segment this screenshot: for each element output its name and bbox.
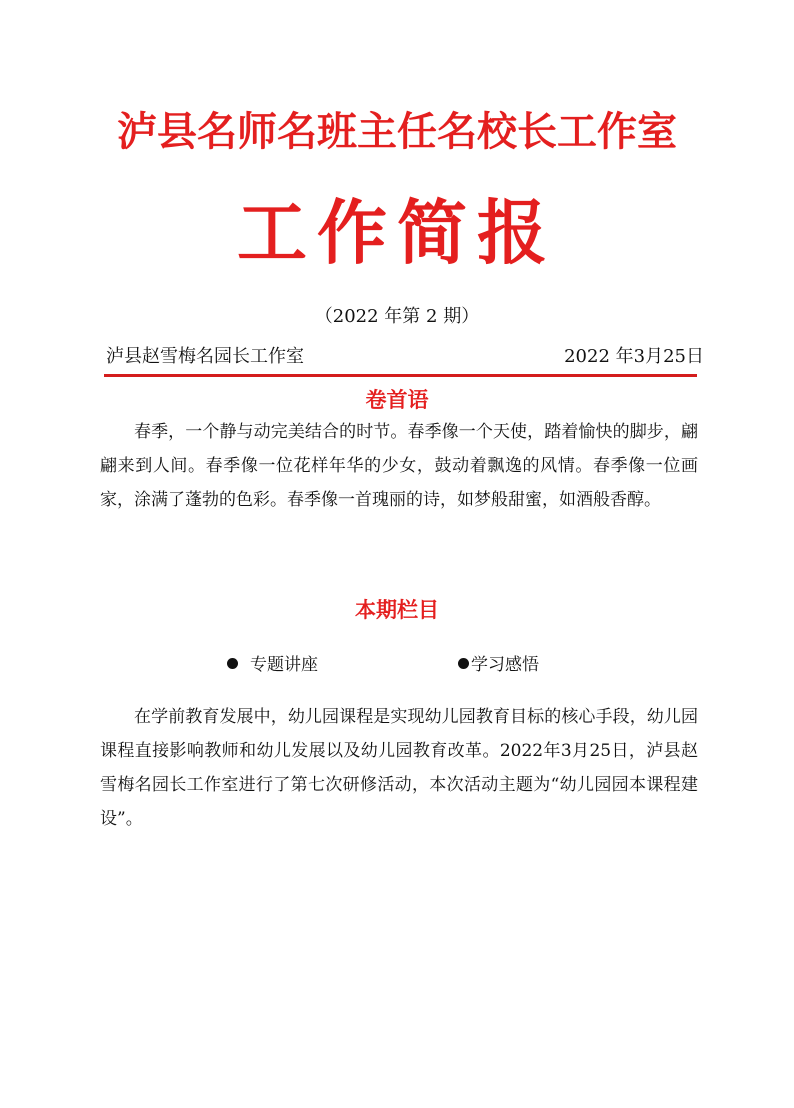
preface-heading: 卷首语 <box>365 388 429 412</box>
header-divider <box>104 374 697 377</box>
columns-heading: 本期栏目 <box>355 598 439 622</box>
masthead-newsletter-title: 工作简报 <box>237 191 557 274</box>
intro-paragraph: 在学前教育发展中，幼儿园课程是实现幼儿园教育目标的核心手段，幼儿园课程直接影响教师和幼儿发展以及幼儿园教育改革。2022年3月25日，泸县赵雪梅名园长工作室进行了第七次研修活动，本次活动主题为“幼儿园园本课程建设”。 <box>100 707 698 829</box>
preface-paragraph: 春季，一个静与动完美结合的时节。春季像一个天使，踏着愉快的脚步，翩翩来到人间。春季像一位花样年华的少女，鼓动着飘逸的风情。春季像一位画家，涂满了蓬勃的色彩。春季像一首瑰丽的诗，如梦般甜蜜，如酒般香醇。 <box>100 422 698 510</box>
studio-name: 泸县赵雪梅名园长工作室 <box>106 346 304 367</box>
publish-date: 2022 年3月25日 <box>564 346 704 367</box>
masthead-org-title: 泸县名师名班主任名校长工作室 <box>117 108 677 155</box>
column-item-reflection <box>458 650 539 680</box>
info-row <box>106 343 704 371</box>
bullet-icon <box>227 658 238 669</box>
issue-number: （2022 年第 2 期） <box>314 306 480 327</box>
columns-list <box>0 650 794 680</box>
bullet-icon <box>458 658 469 669</box>
column-item-lecture <box>227 650 318 680</box>
column-item-label: 专题讲座 <box>250 655 318 675</box>
column-item-label: 学习感悟 <box>471 655 539 675</box>
